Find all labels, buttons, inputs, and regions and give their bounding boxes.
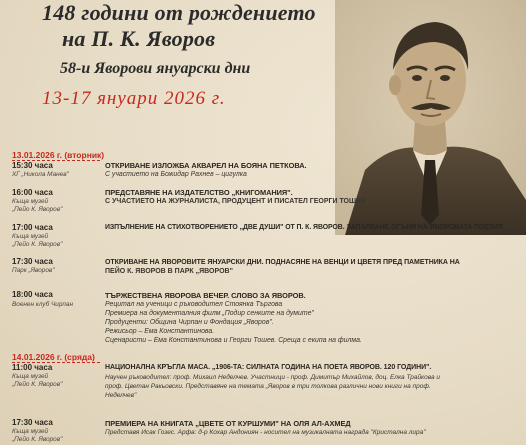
event-place: ХГ „Никола Манев" [12,171,69,178]
event-place: „Пейо К. Яворов" [12,436,63,443]
event-place: Къща музей [12,233,49,240]
event-note: Премиера на документалния филм „Подир сенките на думите" [105,310,314,317]
event-title: НАЦИОНАЛНА КРЪГЛА МАСА. „1906-ТА: СИЛНАТА ГОДИНА НА ПОЕТА ЯВОРОВ. 120 ГОДИНИ". [105,364,432,371]
event-note: С УЧАСТИЕТО НА ЖУРНАЛИСТА, ПРОДУЦЕНТ И ПИСАТЕЛ ГЕОРГИ ТОШЕВ [105,198,366,205]
event-time: 16:00 часа [12,188,53,197]
event-note: проф. Цветан Ракьовски. Представяне на темата „Яворов в три толкова различни нови книги на проф. [105,383,431,390]
event-note: Рецитал на ученици с ръководител Стоянка Търгова [105,301,283,308]
day-heading: 13.01.2026 г. (вторник) [12,150,105,160]
title-line-2: на П. К. Яворов [62,26,216,51]
event-place: Парк „Яворов" [12,267,55,274]
event-note: Неделчев" [105,392,137,399]
event-place: Военен клуб Чирпан [12,301,73,308]
event-time: 17:00 часа [12,223,53,232]
event-title: ОТКРИВАНЕ ИЗЛОЖБА АКВАРЕЛ НА БОЯНА ПЕТКОВА. [105,161,307,170]
event-title: ТЪРЖЕСТВЕНА ЯВОРОВА ВЕЧЕР. СЛОВО ЗА ЯВОРОВ. [105,291,306,300]
poster-header [0,0,340,140]
title-line-1: 148 години от рождението [42,0,316,25]
subtitle: 58-и Яворови януарски дни [60,60,251,77]
event-note: Представя Исак Гозес. Арфа: д-р Кохар Андониян - носител на музикалната награда "Кристална лира" [105,429,426,436]
event-note: Продуценти: Община Чирпан и Фондация „Яворов". [105,319,274,326]
day-heading: 14.01.2026 г. (сряда) [12,352,95,362]
event-place: Къща музей [12,428,49,435]
event-place: „Пейо К. Яворов" [12,241,63,248]
event-note: С участието на Божидар Рахнев – цигулка [105,171,247,178]
event-note: Сценаристи – Ема Константинова и Георги Тошев. Среща с екипа на филма. [105,337,362,344]
event-time: 17:30 часа [12,257,53,266]
event-time: 15:30 часа [12,161,53,170]
festival-dates: 13-17 януари 2026 г. [42,88,226,109]
event-note: ПЕЙО К. ЯВОРОВ В ПАРК „ЯВОРОВ" [105,268,233,275]
event-title: ИЗПЪЛНЕНИЕ НА СТИХОТВОРЕНИЕТО „ДВЕ ДУШИ" ОТ П. К. ЯВОРОВ. ЗАПАЛВАНЕ ОГЪНЯ НА ЯВОРОВАТА ПОЕЗИЯ [105,224,503,231]
event-time: 17:30 часа [12,418,53,427]
event-place: Къща музей [12,198,49,205]
event-note: Научен ръководител: проф. Михаил Неделчев. Участници - проф. Димитър Михайлов, доц. Елка Трайкова и [105,374,441,381]
event-time: 11:00 часа [12,363,53,372]
event-title: ПРЕМИЕРА НА КНИГАТА „ЦВЕТЕ ОТ КУРШУМИ" НА ОЛЯ АЛ-АХМЕД [105,419,351,428]
event-note: Режисьор – Ема Константинова. [105,328,215,335]
event-title: ПРЕДСТАВЯНЕ НА ИЗДАТЕЛСТВО „КНИГОМАНИЯ". [105,188,293,197]
event-place: „Пейо К. Яворов" [12,206,63,213]
event-time: 18:00 часа [12,290,53,299]
event-title: ОТКРИВАНЕ НА ЯВОРОВИТЕ ЯНУАРСКИ ДНИ. ПОДНАСЯНЕ НА ВЕНЦИ И ЦВЕТЯ ПРЕД ПАМЕТНИКА НА [105,259,460,266]
event-place: Къща музей [12,373,49,380]
event-place: „Пейо К. Яворов" [12,381,63,388]
